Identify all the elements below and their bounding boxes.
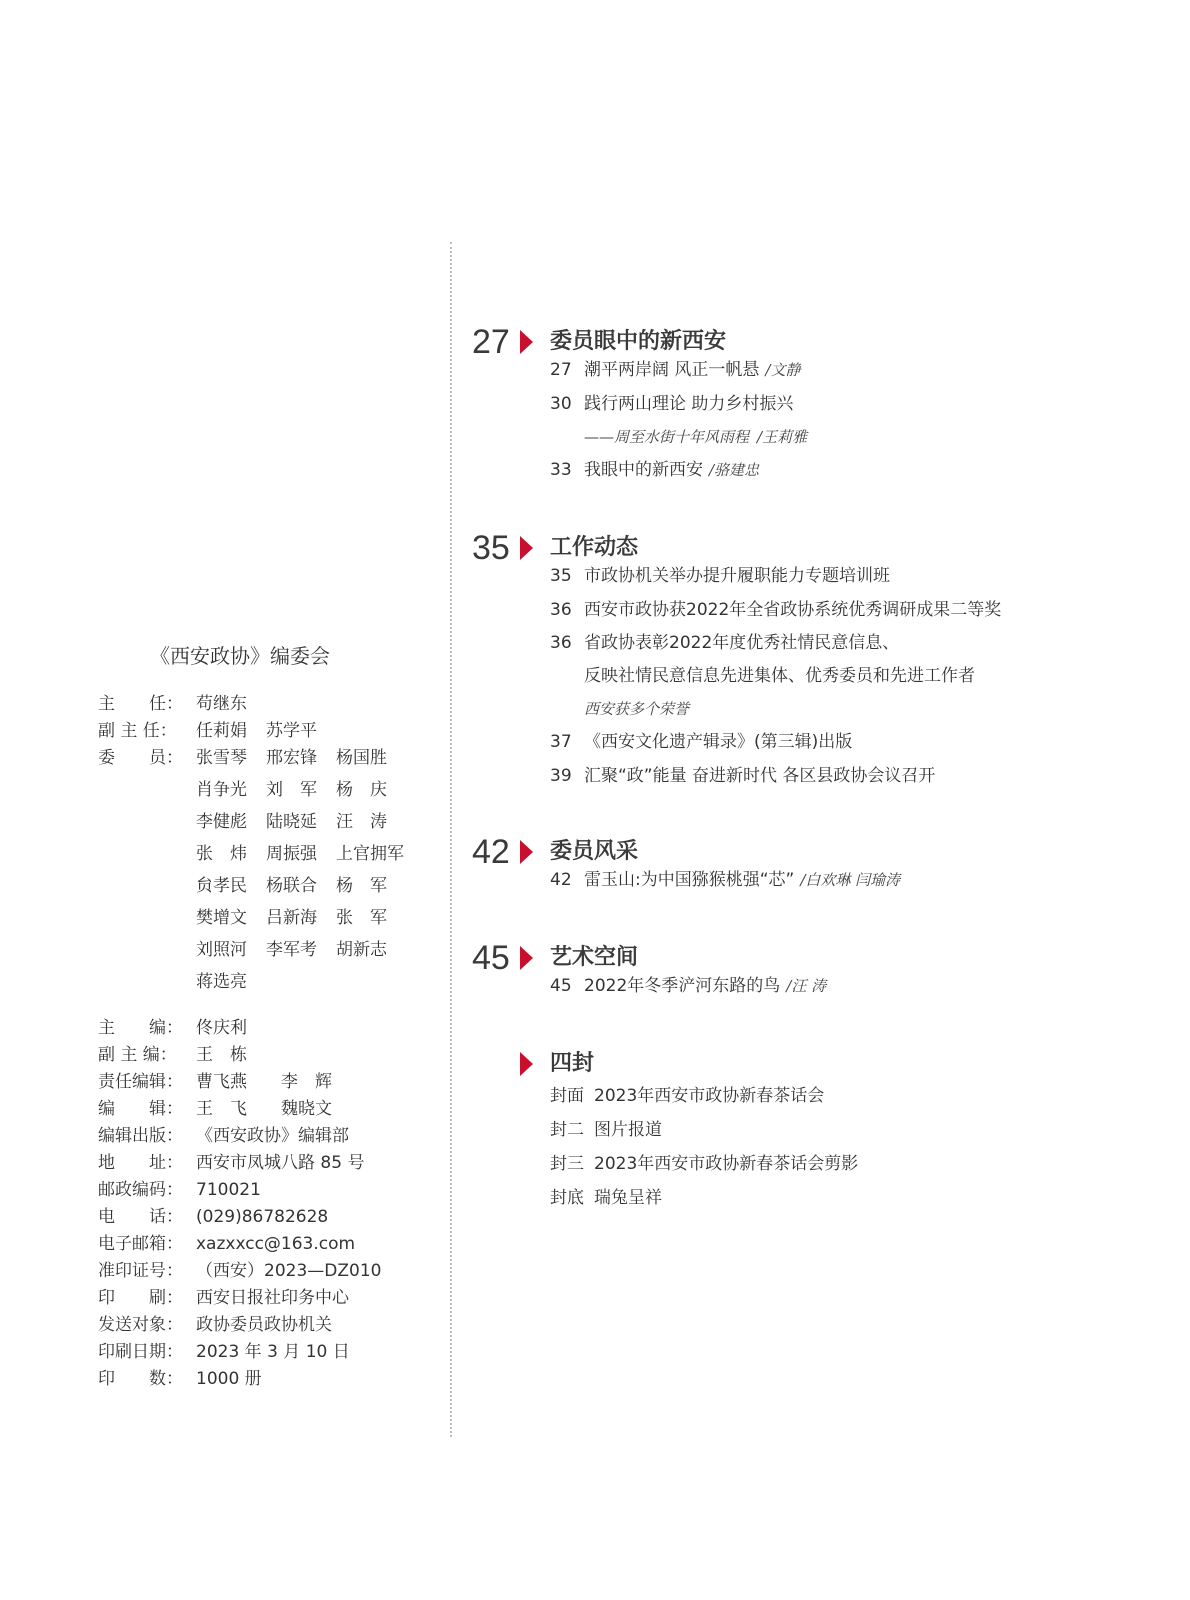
cover-entry[interactable]	[550, 1186, 662, 1210]
credit-label: 印刷日期：	[98, 1342, 183, 1362]
credit-row	[98, 1313, 332, 1337]
entry-title: 2022年冬季浐河东路的鸟	[584, 976, 781, 996]
credit-row	[98, 1070, 332, 1094]
credit-row	[98, 1232, 356, 1256]
members-line	[196, 874, 406, 898]
member-name: 杨国胜	[336, 748, 387, 768]
toc-entry[interactable]	[550, 458, 759, 482]
deputy-row	[98, 719, 317, 743]
entry-title: 省政协表彰2022年度优秀社情民意信息、	[584, 633, 900, 653]
entry-subtitle	[584, 425, 807, 449]
section-title: 委员眼中的新西安	[550, 329, 727, 354]
toc-entry[interactable]	[550, 564, 890, 588]
credit-label: 电 话：	[98, 1207, 183, 1227]
credit-value: 曹飞燕 李 辉	[196, 1072, 332, 1092]
cover-label: 封三	[550, 1154, 584, 1174]
credit-value: 西安市凤城八路 85 号	[196, 1153, 365, 1173]
deputy-name: 任莉娟	[196, 721, 247, 741]
credit-value: 王 栋	[196, 1045, 247, 1065]
subtitle-text: ——周至水街十年风雨程	[584, 428, 750, 446]
section-number: 27	[472, 323, 510, 361]
toc-entry[interactable]	[550, 764, 935, 788]
member-name: 肖争光	[196, 780, 247, 800]
director-label: 主 任：	[98, 694, 183, 714]
credit-row	[98, 1259, 382, 1283]
entry-title: 西安市政协获2022年全省政协系统优秀调研成果二等奖	[584, 600, 1002, 620]
credit-value: 西安日报社印务中心	[196, 1288, 349, 1308]
cover-title: 2023年西安市政协新春茶话会剪影	[594, 1154, 859, 1174]
credit-row	[98, 1016, 247, 1040]
entry-title: 雷玉山:为中国猕猴桃强“芯”	[584, 870, 795, 890]
section-number: 42	[472, 833, 510, 871]
entry-page: 33	[550, 460, 572, 480]
member-name: 吕新海	[266, 908, 317, 928]
credit-row	[98, 1340, 350, 1364]
entry-page: 35	[550, 566, 572, 586]
member-name: 胡新志	[336, 940, 387, 960]
entry-title: 《西安文化遗产辑录》(第三辑)出版	[584, 732, 853, 752]
credit-label: 电子邮箱：	[98, 1234, 183, 1254]
member-name: 张 军	[336, 908, 387, 928]
deputy-name: 苏学平	[266, 721, 317, 741]
red-arrow-icon	[520, 330, 533, 354]
members-line	[196, 906, 406, 930]
cover-title: 图片报道	[594, 1120, 662, 1140]
member-name: 张 炜	[196, 844, 247, 864]
member-name: 贠孝民	[196, 876, 247, 896]
members-line	[196, 778, 406, 802]
section-title: 四封	[550, 1051, 595, 1076]
red-arrow-icon	[520, 946, 533, 970]
toc-entry[interactable]	[550, 358, 800, 382]
member-name: 上官拥军	[336, 844, 404, 864]
credit-row	[98, 1367, 262, 1391]
entry-title: 潮平两岸阔 风正一帆悬	[584, 360, 760, 380]
entry-page: 37	[550, 732, 572, 752]
credit-value: (029)86782628	[196, 1207, 329, 1227]
red-arrow-icon	[520, 1052, 533, 1076]
members-line	[196, 938, 406, 962]
member-name: 刘 军	[266, 780, 317, 800]
toc-entry[interactable]	[550, 974, 826, 998]
member-name: 李军考	[266, 940, 317, 960]
entry-continuation: 反映社情民意信息先进集体、优秀委员和先进工作者	[584, 666, 975, 686]
cover-entry[interactable]	[550, 1152, 858, 1176]
member-name: 蒋选亮	[196, 972, 247, 992]
members-line	[196, 746, 406, 770]
credit-label: 副 主 编：	[98, 1045, 177, 1065]
credit-row	[98, 1043, 247, 1067]
member-name: 汪 涛	[336, 812, 387, 832]
cover-title: 瑞兔呈祥	[594, 1188, 662, 1208]
credit-label: 印 刷：	[98, 1288, 183, 1308]
entry-page: 39	[550, 766, 572, 786]
credit-row	[98, 1124, 349, 1148]
member-name: 杨联合	[266, 876, 317, 896]
credit-value: 政协委员政协机关	[196, 1315, 332, 1335]
members-row	[98, 746, 387, 770]
credit-label: 印 数：	[98, 1369, 183, 1389]
entry-title: 汇聚“政”能量 奋进新时代 各区县政协会议召开	[584, 766, 936, 786]
cover-label: 封面	[550, 1086, 584, 1106]
credit-row	[98, 1205, 329, 1229]
entry-page: 36	[550, 600, 572, 620]
toc-entry[interactable]	[550, 631, 899, 655]
credit-value: 佟庆利	[196, 1018, 247, 1038]
members-line	[196, 842, 406, 866]
cover-title: 2023年西安市政协新春茶话会	[594, 1086, 825, 1106]
cover-entry[interactable]	[550, 1118, 662, 1142]
credit-value: 710021	[196, 1180, 261, 1200]
member-name: 张雪琴	[196, 748, 247, 768]
credit-label: 编辑出版：	[98, 1126, 183, 1146]
credit-value: 1000 册	[196, 1369, 262, 1389]
credit-label: 邮政编码：	[98, 1180, 183, 1200]
credit-label: 地 址：	[98, 1153, 183, 1173]
entry-page: 27	[550, 360, 572, 380]
entry-author: /王莉雅	[757, 428, 808, 446]
members-line	[196, 810, 406, 834]
cover-entry[interactable]	[550, 1084, 824, 1108]
credit-label: 发送对象：	[98, 1315, 183, 1335]
entry-author: /白欢琳 闫瑜涛	[800, 871, 901, 889]
members-label: 委 员：	[98, 748, 183, 768]
credit-value: xazxxcc@163.com	[196, 1234, 356, 1254]
credit-label: 准印证号：	[98, 1261, 183, 1281]
section-title: 委员风采	[550, 839, 639, 864]
cover-label: 封二	[550, 1120, 584, 1140]
member-name: 杨 庆	[336, 780, 387, 800]
toc-entry[interactable]	[550, 392, 793, 416]
credit-value: 《西安政协》编辑部	[196, 1126, 349, 1146]
credit-row	[98, 1286, 349, 1310]
section-number: 35	[472, 529, 510, 567]
credit-label: 责任编辑：	[98, 1072, 183, 1092]
dotted-divider	[450, 242, 452, 1437]
member-name: 李健彪	[196, 812, 247, 832]
entry-title: 市政协机关举办提升履职能力专题培训班	[584, 566, 890, 586]
entry-title: 践行两山理论 助力乡村振兴	[584, 394, 794, 414]
toc-entry[interactable]	[550, 868, 900, 892]
entry-author: /骆建忠	[709, 461, 760, 479]
entry-page: 45	[550, 976, 572, 996]
credit-label: 主 编：	[98, 1018, 183, 1038]
member-name: 杨 军	[336, 876, 387, 896]
entry-page: 42	[550, 870, 572, 890]
director-name: 苟继东	[196, 694, 247, 714]
credit-row	[98, 1097, 332, 1121]
entry-page: 36	[550, 633, 572, 653]
board-title: 《西安政协》编委会	[150, 644, 330, 668]
entry-subtitle: 西安获多个荣誉	[584, 700, 690, 718]
member-name: 刘照河	[196, 940, 247, 960]
section-title: 艺术空间	[550, 945, 639, 970]
entry-page: 30	[550, 394, 572, 414]
deputy-label: 副 主 任：	[98, 721, 177, 741]
credit-value: （西安）2023—DZ010	[196, 1261, 382, 1281]
section-title: 工作动态	[550, 535, 639, 560]
red-arrow-icon	[520, 536, 533, 560]
credit-row	[98, 1178, 261, 1202]
entry-title: 我眼中的新西安	[584, 460, 703, 480]
red-arrow-icon	[520, 840, 533, 864]
credit-label: 编 辑：	[98, 1099, 183, 1119]
cover-label: 封底	[550, 1188, 584, 1208]
member-name: 周振强	[266, 844, 317, 864]
members-line	[196, 970, 266, 994]
credit-value: 2023 年 3 月 10 日	[196, 1342, 350, 1362]
member-name: 邢宏锋	[266, 748, 317, 768]
toc-entry[interactable]	[550, 730, 852, 754]
member-name: 樊增文	[196, 908, 247, 928]
entry-author: /文静	[765, 361, 801, 379]
entry-author: /汪 涛	[786, 977, 827, 995]
credit-value: 王 飞 魏晓文	[196, 1099, 332, 1119]
toc-entry[interactable]	[550, 598, 1001, 622]
member-name: 陆晓延	[266, 812, 317, 832]
deputy-names	[196, 719, 336, 743]
director-row	[98, 692, 247, 716]
section-number: 45	[472, 939, 510, 977]
credit-row	[98, 1151, 365, 1175]
